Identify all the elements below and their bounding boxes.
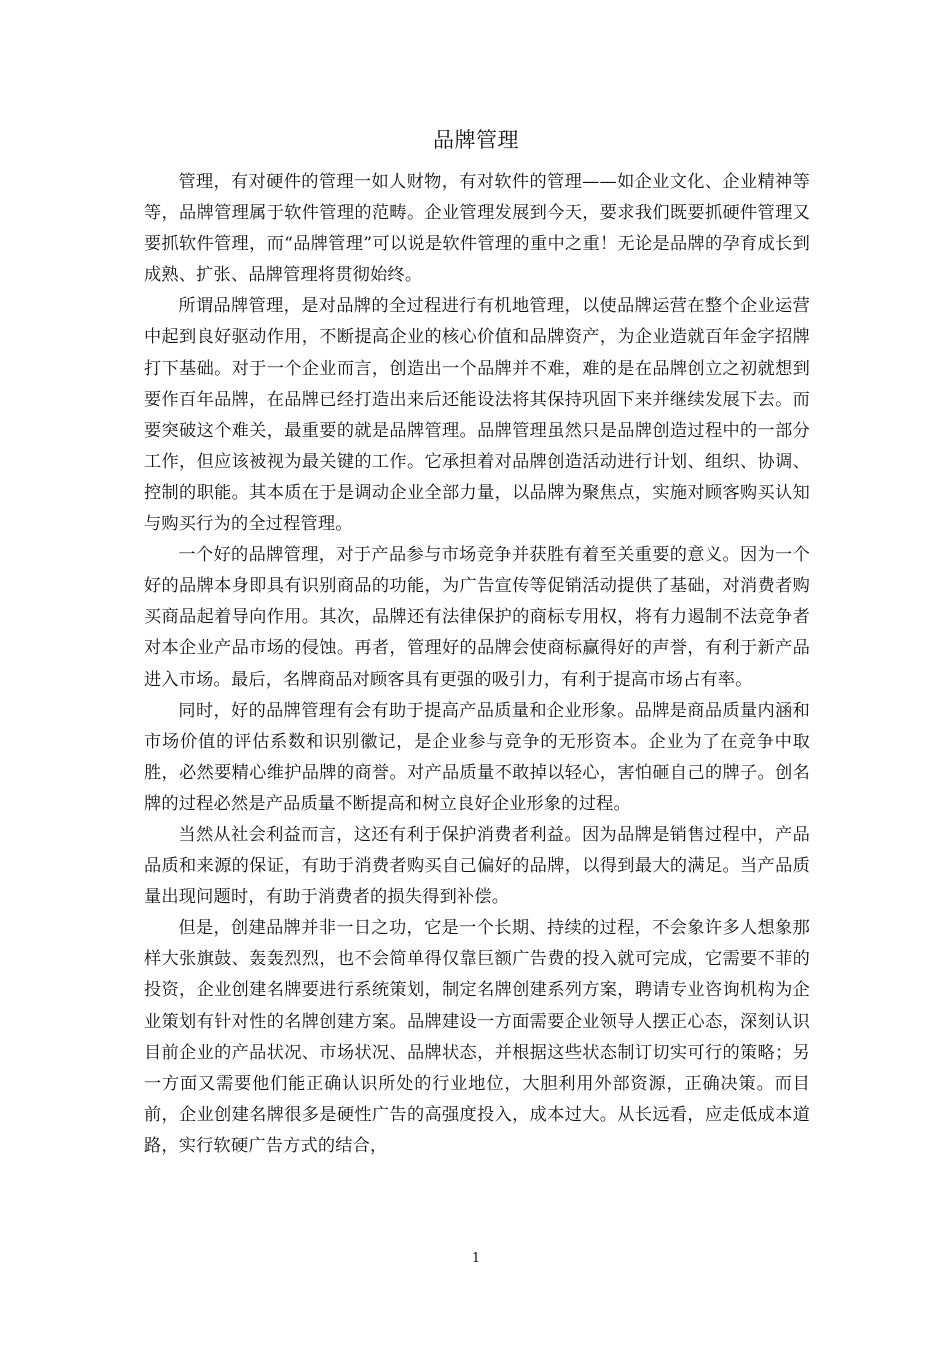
- paragraph-4: 同时，好的品牌管理有会有助于提高产品质量和企业形象。品牌是商品质量内涵和市场价值的评估系数和识别徽记，是企业参与竞争的无形资本。企业为了在竞争中取胜，必然要精心维护品牌的商誉。对产品质量不敢掉以轻心，害怕砸自己的牌子。创名牌的过程必然是产品质量不断提高和树立良好企业形象的过程。: [144, 700, 810, 814]
- paragraph-2: 所谓品牌管理，是对品牌的全过程进行有机地管理，以使品牌运营在整个企业运营中起到良好驱动作用，不断提高企业的核心价值和品牌资产，为企业造就百年金字招牌打下基础。对于一个企业而言，创造出一个品牌并不难，难的是在品牌创立之初就想到要作百年品牌，在品牌已经打造出来后还能设法将其保持巩固下来并继续发展下去。而要突破这个难关，最重要的就是品牌管理。品牌管理虽然只是品牌创造过程中的一部分工作，但应该被视为最关键的工作。它承担着对品牌创造活动进行计划、组织、协调、控制的职能。其本质在于是调动企业全部力量，以品牌为聚焦点，实施对顾客购买认知与购买行为的全过程管理。: [144, 296, 810, 535]
- paragraph-1: 管理，有对硬件的管理一如人财物，有对软件的管理——如企业文化、企业精神等等，品牌管理属于软件管理的范畴。企业管理发展到今天，要求我们既要抓硬件管理又要抓软件管理，而“品牌管理”可以说是软件管理的重中之重！无论是品牌的孕育成长到成熟、扩张、品牌管理将贯彻始终。: [144, 172, 810, 286]
- document-title: 品牌管理: [433, 128, 519, 152]
- document-body: [144, 167, 810, 1162]
- paragraph-3: 一个好的品牌管理，对于产品参与市场竞争并获胜有着至关重要的意义。因为一个好的品牌本身即具有识别商品的功能，为广告宣传等促销活动提供了基础，对消费者购买商品起着导向作用。其次，品牌还有法律保护的商标专用权，将有力遏制不法竞争者对本企业产品市场的侵蚀。再者，管理好的品牌会使商标赢得好的声誉，有利于新产品进入市场。最后，名牌商品对顾客具有更强的吸引力，有利于提高市场占有率。: [144, 545, 810, 690]
- paragraph-6: 但是，创建品牌并非一日之功，它是一个长期、持续的过程，不会象许多人想象那样大张旗鼓、轰轰烈烈，也不会简单得仅靠巨额广告费的投入就可完成，它需要不菲的投资，企业创建名牌要进行系统策划，制定名牌创建系列方案，聘请专业咨询机构为企业策划有针对性的名牌创建方案。品牌建设一方面需要企业领导人摆正心态，深刻认识目前企业的产品状况、市场状况、品牌状态，并根据这些状态制订切实可行的策略；另一方面又需要他们能正确认识所处的行业地位，大胆利用外部资源，正确决策。而目前，企业创建名牌很多是硬性广告的高强度投入，成本过大。从长远看，应走低成本道路，实行软硬广告方式的结合，: [144, 918, 810, 1156]
- paragraph-5: 当然从社会利益而言，这还有利于保护消费者利益。因为品牌是销售过程中，产品品质和来源的保证，有助于消费者购买自己偏好的品牌，以得到最大的满足。当产品质量出现问题时，有助于消费者的损失得到补偿。: [144, 824, 810, 908]
- page-number: 1: [471, 1251, 481, 1266]
